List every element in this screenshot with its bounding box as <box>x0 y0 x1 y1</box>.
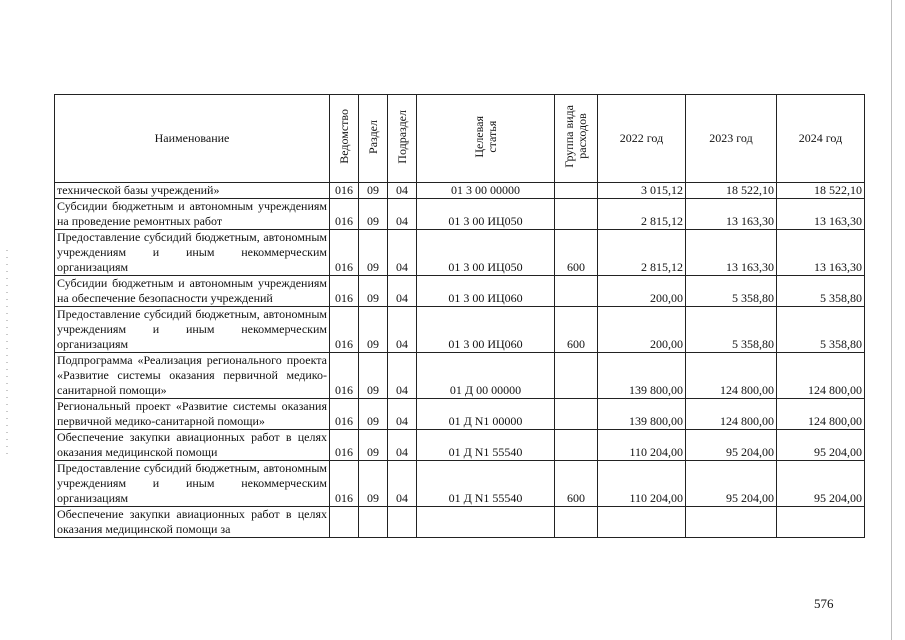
row-group <box>555 399 598 430</box>
row-subsection: 04 <box>388 307 417 353</box>
row-target: 01 3 00 00000 <box>417 183 555 199</box>
row-dept: 016 <box>330 353 359 399</box>
header-subsection: Подраздел <box>394 109 409 164</box>
row-2024: 13 163,30 <box>777 199 865 230</box>
row-dept: 016 <box>330 230 359 276</box>
row-target: 01 3 00 ИЦ050 <box>417 199 555 230</box>
row-subsection: 04 <box>388 183 417 199</box>
row-2022: 2 815,12 <box>598 199 686 230</box>
row-2022: 2 815,12 <box>598 230 686 276</box>
table-row <box>55 399 865 430</box>
header-group: Группа вида расходов <box>562 105 589 168</box>
row-name: Региональный проект «Развитие системы оказания первичной медико-санитарной помощи» <box>55 399 330 430</box>
row-2022: 200,00 <box>598 307 686 353</box>
row-2022: 110 204,00 <box>598 430 686 461</box>
row-group: 600 <box>555 230 598 276</box>
table-row <box>55 199 865 230</box>
table-row <box>55 430 865 461</box>
row-2024: 124 800,00 <box>777 399 865 430</box>
table-row <box>55 461 865 507</box>
row-2023: 13 163,30 <box>686 230 777 276</box>
row-2023: 13 163,30 <box>686 199 777 230</box>
row-section: 09 <box>359 183 388 199</box>
row-subsection: 04 <box>388 461 417 507</box>
row-subsection: 04 <box>388 276 417 307</box>
row-section: 09 <box>359 399 388 430</box>
row-section: 09 <box>359 276 388 307</box>
row-2023: 124 800,00 <box>686 353 777 399</box>
table-row <box>55 230 865 276</box>
header-2023: 2023 год <box>686 95 777 183</box>
row-2022: 139 800,00 <box>598 399 686 430</box>
row-group <box>555 430 598 461</box>
row-2024: 95 204,00 <box>777 430 865 461</box>
row-name: Субсидии бюджетным и автономным учреждениям на обеспечение безопасности учреждений <box>55 276 330 307</box>
header-section: Раздел <box>365 119 380 154</box>
page-edge-line <box>891 0 892 640</box>
row-name: Обеспечение закупки авиационных работ в целях оказания медицинской помощи за <box>55 507 330 538</box>
row-dept: 016 <box>330 199 359 230</box>
row-group: 600 <box>555 307 598 353</box>
row-2022 <box>598 507 686 538</box>
row-name: Обеспечение закупки авиационных работ в целях оказания медицинской помощи <box>55 430 330 461</box>
table-row <box>55 307 865 353</box>
row-2023: 5 358,80 <box>686 307 777 353</box>
row-2024 <box>777 507 865 538</box>
row-section: 09 <box>359 230 388 276</box>
row-2022: 139 800,00 <box>598 353 686 399</box>
row-2022: 3 015,12 <box>598 183 686 199</box>
header-2024: 2024 год <box>777 95 865 183</box>
row-dept: 016 <box>330 183 359 199</box>
row-group: 600 <box>555 461 598 507</box>
scan-margin-dots <box>6 250 8 460</box>
row-2023: 95 204,00 <box>686 430 777 461</box>
row-2022: 200,00 <box>598 276 686 307</box>
row-2024: 95 204,00 <box>777 461 865 507</box>
table-row <box>55 507 865 538</box>
row-target: 01 Д 00 00000 <box>417 353 555 399</box>
row-group <box>555 507 598 538</box>
table-header-row <box>55 95 865 183</box>
row-subsection: 04 <box>388 230 417 276</box>
row-dept: 016 <box>330 430 359 461</box>
budget-table <box>54 94 865 538</box>
row-dept: 016 <box>330 399 359 430</box>
row-target: 01 3 00 ИЦ060 <box>417 307 555 353</box>
header-target: Целевая статья <box>471 115 499 158</box>
row-name: Субсидии бюджетным и автономным учреждениям на проведение ремонтных работ <box>55 199 330 230</box>
table-row <box>55 353 865 399</box>
row-dept: 016 <box>330 276 359 307</box>
row-subsection: 04 <box>388 199 417 230</box>
row-group <box>555 199 598 230</box>
table-row <box>55 183 865 199</box>
row-section: 09 <box>359 199 388 230</box>
row-subsection: 04 <box>388 353 417 399</box>
row-dept <box>330 507 359 538</box>
row-group <box>555 276 598 307</box>
page-number: 576 <box>814 596 834 611</box>
row-name: Подпрограмма «Реализация регионального проекта «Развитие системы оказания первичной медико-санитарной помощи» <box>55 353 330 399</box>
table-row <box>55 276 865 307</box>
row-dept: 016 <box>330 307 359 353</box>
row-2023: 95 204,00 <box>686 461 777 507</box>
row-name: Предоставление субсидий бюджетным, автономным учреждениям и иным некоммерческим организациям <box>55 461 330 507</box>
row-2024: 124 800,00 <box>777 353 865 399</box>
row-section: 09 <box>359 430 388 461</box>
row-target: 01 Д N1 00000 <box>417 399 555 430</box>
row-2024: 13 163,30 <box>777 230 865 276</box>
row-2024: 5 358,80 <box>777 307 865 353</box>
row-2023: 18 522,10 <box>686 183 777 199</box>
row-2024: 5 358,80 <box>777 276 865 307</box>
row-name: технической базы учреждений» <box>55 183 330 199</box>
row-name: Предоставление субсидий бюджетным, автономным учреждениям и иным некоммерческим организациям <box>55 230 330 276</box>
row-name: Предоставление субсидий бюджетным, автономным учреждениям и иным некоммерческим организациям <box>55 307 330 353</box>
row-2024: 18 522,10 <box>777 183 865 199</box>
row-target: 01 Д N1 55540 <box>417 430 555 461</box>
row-target <box>417 507 555 538</box>
row-target: 01 Д N1 55540 <box>417 461 555 507</box>
row-subsection: 04 <box>388 399 417 430</box>
row-section: 09 <box>359 307 388 353</box>
row-section: 09 <box>359 353 388 399</box>
row-target: 01 3 00 ИЦ060 <box>417 276 555 307</box>
row-2023: 124 800,00 <box>686 399 777 430</box>
row-subsection: 04 <box>388 430 417 461</box>
row-2023: 5 358,80 <box>686 276 777 307</box>
row-subsection <box>388 507 417 538</box>
row-section <box>359 507 388 538</box>
row-group <box>555 353 598 399</box>
row-dept: 016 <box>330 461 359 507</box>
row-group <box>555 183 598 199</box>
row-2022: 110 204,00 <box>598 461 686 507</box>
header-2022: 2022 год <box>598 95 686 183</box>
row-target: 01 3 00 ИЦ050 <box>417 230 555 276</box>
header-dept: Ведомство <box>336 109 351 164</box>
row-2023 <box>686 507 777 538</box>
header-name: Наименование <box>55 95 330 183</box>
row-section: 09 <box>359 461 388 507</box>
